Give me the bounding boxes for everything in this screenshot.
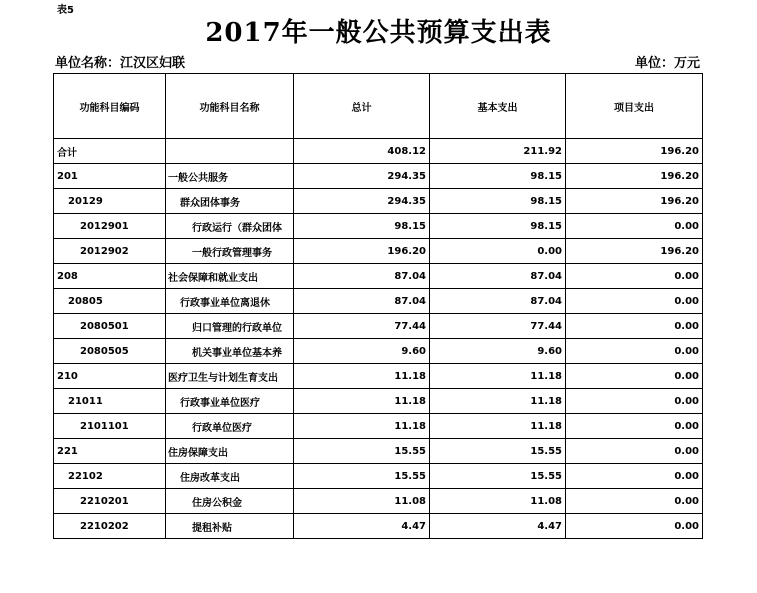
cell-project: 0.00 (566, 364, 703, 389)
table-row (54, 139, 703, 164)
cell-basic: 15.55 (430, 439, 566, 464)
cell-total: 11.18 (294, 364, 430, 389)
cell-name: 行政事业单位医疗 (166, 389, 294, 414)
cell-total: 11.18 (294, 414, 430, 439)
cell-total: 196.20 (294, 239, 430, 264)
cell-name (166, 139, 294, 164)
cell-name: 一般行政管理事务 (166, 239, 294, 264)
table-body (54, 139, 703, 539)
cell-project: 0.00 (566, 414, 703, 439)
table-row (54, 189, 703, 214)
cell-code: 21011 (54, 389, 166, 414)
table-row (54, 339, 703, 364)
cell-name: 住房改革支出 (166, 464, 294, 489)
cell-name: 社会保障和就业支出 (166, 264, 294, 289)
cell-basic: 4.47 (430, 514, 566, 539)
cell-code: 2080501 (54, 314, 166, 339)
cell-code: 208 (54, 264, 166, 289)
cell-total: 87.04 (294, 289, 430, 314)
table-row (54, 439, 703, 464)
cell-project: 196.20 (566, 189, 703, 214)
cell-total: 294.35 (294, 189, 430, 214)
cell-basic: 87.04 (430, 264, 566, 289)
cell-name: 提租补贴 (166, 514, 294, 539)
unit-name-label: 单位名称：江汉区妇联 (55, 56, 186, 71)
cell-project: 196.20 (566, 239, 703, 264)
cell-basic: 9.60 (430, 339, 566, 364)
cell-code: 20129 (54, 189, 166, 214)
cell-total: 4.47 (294, 514, 430, 539)
cell-basic: 11.18 (430, 389, 566, 414)
cell-total: 15.55 (294, 439, 430, 464)
cell-total: 9.60 (294, 339, 430, 364)
cell-project: 0.00 (566, 489, 703, 514)
cell-name: 群众团体事务 (166, 189, 294, 214)
cell-total: 77.44 (294, 314, 430, 339)
cell-basic: 98.15 (430, 189, 566, 214)
cell-project: 0.00 (566, 214, 703, 239)
header-code: 功能科目编码 (54, 74, 166, 139)
cell-code: 201 (54, 164, 166, 189)
cell-code: 2012901 (54, 214, 166, 239)
table-row (54, 464, 703, 489)
table-row (54, 239, 703, 264)
table-row (54, 214, 703, 239)
cell-name: 住房公积金 (166, 489, 294, 514)
table-row (54, 414, 703, 439)
budget-table (53, 73, 703, 539)
cell-code: 2210202 (54, 514, 166, 539)
cell-name: 行政事业单位离退休 (166, 289, 294, 314)
cell-name: 归口管理的行政单位 (166, 314, 294, 339)
table-row (54, 514, 703, 539)
cell-project: 0.00 (566, 514, 703, 539)
cell-total: 408.12 (294, 139, 430, 164)
table-row (54, 489, 703, 514)
cell-basic: 87.04 (430, 289, 566, 314)
cell-project: 0.00 (566, 439, 703, 464)
table-row (54, 314, 703, 339)
table-row (54, 289, 703, 314)
cell-name: 医疗卫生与计划生育支出 (166, 364, 294, 389)
cell-name: 机关事业单位基本养 (166, 339, 294, 364)
cell-basic: 98.15 (430, 164, 566, 189)
cell-name: 行政单位医疗 (166, 414, 294, 439)
cell-project: 0.00 (566, 264, 703, 289)
table-row (54, 264, 703, 289)
header-name: 功能科目名称 (166, 74, 294, 139)
cell-basic: 0.00 (430, 239, 566, 264)
cell-name: 行政运行（群众团体 (166, 214, 294, 239)
cell-basic: 15.55 (430, 464, 566, 489)
cell-total: 11.08 (294, 489, 430, 514)
table-row (54, 389, 703, 414)
cell-basic: 211.92 (430, 139, 566, 164)
cell-code: 210 (54, 364, 166, 389)
cell-project: 196.20 (566, 139, 703, 164)
cell-name: 一般公共服务 (166, 164, 294, 189)
cell-basic: 77.44 (430, 314, 566, 339)
cell-basic: 11.08 (430, 489, 566, 514)
page-title: 2017年一般公共预算支出表 (205, 18, 552, 48)
cell-code: 221 (54, 439, 166, 464)
table-row (54, 364, 703, 389)
cell-name: 住房保障支出 (166, 439, 294, 464)
cell-project: 0.00 (566, 289, 703, 314)
cell-code: 22102 (54, 464, 166, 489)
cell-basic: 11.18 (430, 414, 566, 439)
cell-total: 11.18 (294, 389, 430, 414)
cell-total: 87.04 (294, 264, 430, 289)
unit-label: 单位：万元 (634, 56, 700, 71)
cell-project: 196.20 (566, 164, 703, 189)
cell-basic: 11.18 (430, 364, 566, 389)
cell-project: 0.00 (566, 464, 703, 489)
cell-code: 20805 (54, 289, 166, 314)
table-row (54, 164, 703, 189)
sheet-label: 表5 (57, 5, 74, 16)
cell-code: 2210201 (54, 489, 166, 514)
cell-total: 15.55 (294, 464, 430, 489)
cell-project: 0.00 (566, 339, 703, 364)
cell-project: 0.00 (566, 389, 703, 414)
cell-total: 98.15 (294, 214, 430, 239)
cell-project: 0.00 (566, 314, 703, 339)
header-project: 项目支出 (566, 74, 703, 139)
header-total: 总计 (294, 74, 430, 139)
cell-code: 2101101 (54, 414, 166, 439)
cell-code: 2080505 (54, 339, 166, 364)
table-header-row (54, 74, 703, 139)
cell-total: 294.35 (294, 164, 430, 189)
cell-basic: 98.15 (430, 214, 566, 239)
header-basic: 基本支出 (430, 74, 566, 139)
cell-code: 合计 (54, 139, 166, 164)
cell-code: 2012902 (54, 239, 166, 264)
